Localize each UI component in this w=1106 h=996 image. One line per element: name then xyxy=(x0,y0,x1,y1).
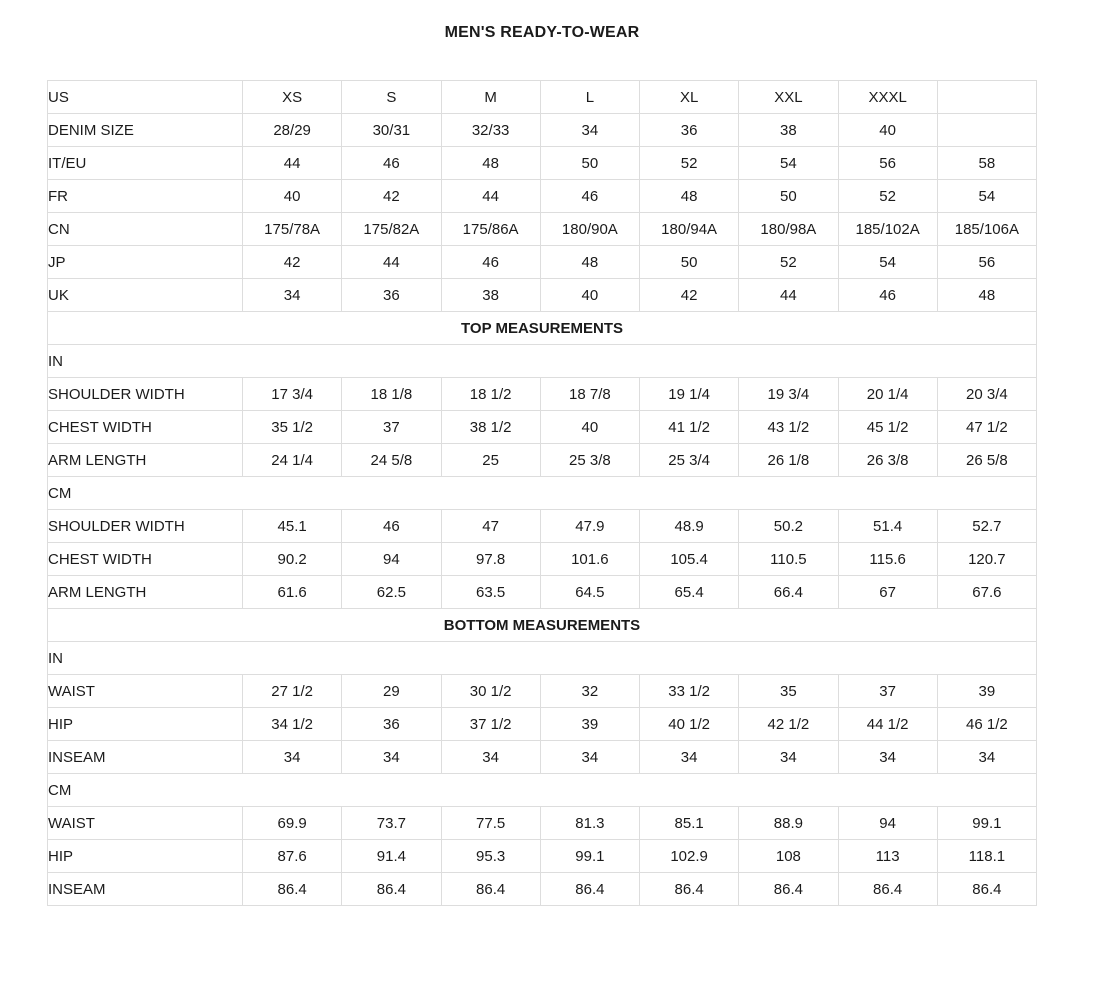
size-cell: 50.2 xyxy=(739,510,838,543)
table-row xyxy=(48,576,1037,609)
size-cell: 24 1/4 xyxy=(243,444,342,477)
size-cell: 50 xyxy=(540,147,639,180)
size-cell: 35 xyxy=(739,675,838,708)
size-cell: 54 xyxy=(838,246,937,279)
size-cell: 47 1/2 xyxy=(937,411,1036,444)
table-row xyxy=(48,114,1037,147)
size-cell: 44 1/2 xyxy=(838,708,937,741)
size-cell: 69.9 xyxy=(243,807,342,840)
size-cell: 24 5/8 xyxy=(342,444,441,477)
table-row xyxy=(48,81,1037,114)
size-cell: 62.5 xyxy=(342,576,441,609)
row-label: HIP xyxy=(48,708,243,741)
size-cell: 34 xyxy=(441,741,540,774)
unit-row xyxy=(48,477,1037,510)
size-cell: 42 1/2 xyxy=(739,708,838,741)
size-cell: 46 xyxy=(540,180,639,213)
size-cell: 63.5 xyxy=(441,576,540,609)
unit-label: IN xyxy=(48,642,1037,675)
table-row xyxy=(48,246,1037,279)
size-cell: 36 xyxy=(342,279,441,312)
size-cell: 120.7 xyxy=(937,543,1036,576)
row-label: FR xyxy=(48,180,243,213)
size-cell: 44 xyxy=(441,180,540,213)
size-cell: 34 xyxy=(937,741,1036,774)
row-label: CHEST WIDTH xyxy=(48,411,243,444)
size-cell: 38 1/2 xyxy=(441,411,540,444)
size-cell: XXL xyxy=(739,81,838,114)
row-label: IT/EU xyxy=(48,147,243,180)
size-cell: 25 3/4 xyxy=(640,444,739,477)
row-label: CN xyxy=(48,213,243,246)
size-cell: 20 3/4 xyxy=(937,378,1036,411)
size-cell: 40 xyxy=(243,180,342,213)
size-cell: 37 1/2 xyxy=(441,708,540,741)
row-label: HIP xyxy=(48,840,243,873)
size-cell: 34 xyxy=(838,741,937,774)
size-cell: 67.6 xyxy=(937,576,1036,609)
table-row xyxy=(48,741,1037,774)
size-cell: 17 3/4 xyxy=(243,378,342,411)
size-cell: 108 xyxy=(739,840,838,873)
size-cell: 34 xyxy=(342,741,441,774)
size-cell: 48 xyxy=(640,180,739,213)
size-cell: 86.4 xyxy=(243,873,342,906)
size-cell: 25 xyxy=(441,444,540,477)
size-cell: 73.7 xyxy=(342,807,441,840)
size-cell: 33 1/2 xyxy=(640,675,739,708)
size-cell: 185/106A xyxy=(937,213,1036,246)
table-row xyxy=(48,279,1037,312)
size-cell: 36 xyxy=(640,114,739,147)
size-cell: 46 xyxy=(342,147,441,180)
size-cell: 47 xyxy=(441,510,540,543)
size-cell: 118.1 xyxy=(937,840,1036,873)
size-cell: 37 xyxy=(838,675,937,708)
unit-label: IN xyxy=(48,345,1037,378)
size-cell: 38 xyxy=(441,279,540,312)
size-cell: 86.4 xyxy=(640,873,739,906)
size-cell: 38 xyxy=(739,114,838,147)
size-cell: 67 xyxy=(838,576,937,609)
size-cell: 40 xyxy=(540,279,639,312)
size-cell: 48 xyxy=(937,279,1036,312)
size-cell: 27 1/2 xyxy=(243,675,342,708)
unit-label: CM xyxy=(48,477,1037,510)
size-cell: 26 3/8 xyxy=(838,444,937,477)
size-cell: 34 1/2 xyxy=(243,708,342,741)
size-cell: 44 xyxy=(739,279,838,312)
table-row xyxy=(48,675,1037,708)
size-cell: 52.7 xyxy=(937,510,1036,543)
size-cell: 52 xyxy=(838,180,937,213)
row-label: DENIM SIZE xyxy=(48,114,243,147)
size-cell: 56 xyxy=(838,147,937,180)
size-cell: 20 1/4 xyxy=(838,378,937,411)
size-cell: 28/29 xyxy=(243,114,342,147)
row-label: JP xyxy=(48,246,243,279)
size-cell: 25 3/8 xyxy=(540,444,639,477)
size-cell: 175/78A xyxy=(243,213,342,246)
table-row xyxy=(48,873,1037,906)
size-guide-page xyxy=(47,24,1037,906)
size-cell: 52 xyxy=(739,246,838,279)
size-cell: 54 xyxy=(739,147,838,180)
unit-label: CM xyxy=(48,774,1037,807)
table-row xyxy=(48,510,1037,543)
size-cell: 47.9 xyxy=(540,510,639,543)
size-cell: 86.4 xyxy=(441,873,540,906)
table-row xyxy=(48,807,1037,840)
section-header: BOTTOM MEASUREMENTS xyxy=(48,609,1037,642)
size-cell: 64.5 xyxy=(540,576,639,609)
size-cell: 18 1/2 xyxy=(441,378,540,411)
size-cell: 180/98A xyxy=(739,213,838,246)
size-cell: 99.1 xyxy=(540,840,639,873)
size-cell: 50 xyxy=(640,246,739,279)
size-cell: 44 xyxy=(243,147,342,180)
row-label: ARM LENGTH xyxy=(48,576,243,609)
size-cell xyxy=(937,81,1036,114)
size-cell: L xyxy=(540,81,639,114)
size-cell: 65.4 xyxy=(640,576,739,609)
page-title: MEN'S READY-TO-WEAR xyxy=(444,24,640,41)
size-cell: 44 xyxy=(342,246,441,279)
size-cell: 77.5 xyxy=(441,807,540,840)
size-cell: M xyxy=(441,81,540,114)
size-cell: 26 5/8 xyxy=(937,444,1036,477)
size-cell: 46 1/2 xyxy=(937,708,1036,741)
row-label: INSEAM xyxy=(48,873,243,906)
size-cell: 86.4 xyxy=(937,873,1036,906)
size-cell: 58 xyxy=(937,147,1036,180)
size-cell: 45 1/2 xyxy=(838,411,937,444)
size-cell: 54 xyxy=(937,180,1036,213)
size-cell: 32/33 xyxy=(441,114,540,147)
size-cell: 43 1/2 xyxy=(739,411,838,444)
size-cell: 86.4 xyxy=(540,873,639,906)
row-label: CHEST WIDTH xyxy=(48,543,243,576)
size-cell: 39 xyxy=(540,708,639,741)
size-cell: 18 7/8 xyxy=(540,378,639,411)
size-cell: 34 xyxy=(540,741,639,774)
size-cell: 19 3/4 xyxy=(739,378,838,411)
size-cell: 19 1/4 xyxy=(640,378,739,411)
size-cell: 105.4 xyxy=(640,543,739,576)
size-cell: 34 xyxy=(640,741,739,774)
row-label: SHOULDER WIDTH xyxy=(48,510,243,543)
size-cell: 42 xyxy=(243,246,342,279)
size-cell: 97.8 xyxy=(441,543,540,576)
size-cell: 110.5 xyxy=(739,543,838,576)
table-row xyxy=(48,411,1037,444)
row-label: UK xyxy=(48,279,243,312)
size-cell: 35 1/2 xyxy=(243,411,342,444)
table-row xyxy=(48,543,1037,576)
size-cell: 51.4 xyxy=(838,510,937,543)
table-row xyxy=(48,180,1037,213)
size-cell: 99.1 xyxy=(937,807,1036,840)
size-cell: S xyxy=(342,81,441,114)
size-cell: 29 xyxy=(342,675,441,708)
table-row xyxy=(48,147,1037,180)
size-cell: 34 xyxy=(540,114,639,147)
size-cell: 180/94A xyxy=(640,213,739,246)
size-cell: 85.1 xyxy=(640,807,739,840)
table-row xyxy=(48,444,1037,477)
row-label: WAIST xyxy=(48,675,243,708)
size-cell: 50 xyxy=(739,180,838,213)
size-cell xyxy=(937,114,1036,147)
size-cell: 102.9 xyxy=(640,840,739,873)
size-cell: 185/102A xyxy=(838,213,937,246)
size-cell: 81.3 xyxy=(540,807,639,840)
size-cell: 180/90A xyxy=(540,213,639,246)
size-cell: 40 1/2 xyxy=(640,708,739,741)
row-label: US xyxy=(48,81,243,114)
size-cell: 26 1/8 xyxy=(739,444,838,477)
size-cell: 37 xyxy=(342,411,441,444)
size-cell: 46 xyxy=(342,510,441,543)
row-label: ARM LENGTH xyxy=(48,444,243,477)
size-cell: 52 xyxy=(640,147,739,180)
size-cell: 48 xyxy=(441,147,540,180)
row-label: SHOULDER WIDTH xyxy=(48,378,243,411)
size-cell: 42 xyxy=(640,279,739,312)
size-cell: 88.9 xyxy=(739,807,838,840)
size-cell: 61.6 xyxy=(243,576,342,609)
size-cell: 101.6 xyxy=(540,543,639,576)
size-cell: 41 1/2 xyxy=(640,411,739,444)
size-cell: 56 xyxy=(937,246,1036,279)
size-cell: 94 xyxy=(342,543,441,576)
size-cell: 91.4 xyxy=(342,840,441,873)
size-cell: 42 xyxy=(342,180,441,213)
size-chart-body xyxy=(48,81,1037,906)
size-cell: 34 xyxy=(243,741,342,774)
section-header: TOP MEASUREMENTS xyxy=(48,312,1037,345)
size-cell: 86.4 xyxy=(342,873,441,906)
size-cell: 175/86A xyxy=(441,213,540,246)
table-row xyxy=(48,213,1037,246)
size-cell: 48.9 xyxy=(640,510,739,543)
unit-row xyxy=(48,345,1037,378)
size-cell: 86.4 xyxy=(739,873,838,906)
size-cell: 95.3 xyxy=(441,840,540,873)
unit-row xyxy=(48,774,1037,807)
size-cell: 45.1 xyxy=(243,510,342,543)
size-cell: 34 xyxy=(243,279,342,312)
section-header-row xyxy=(48,312,1037,345)
table-row xyxy=(48,378,1037,411)
size-cell: XL xyxy=(640,81,739,114)
size-cell: 36 xyxy=(342,708,441,741)
size-cell: 46 xyxy=(838,279,937,312)
size-cell: 113 xyxy=(838,840,937,873)
size-cell: 32 xyxy=(540,675,639,708)
size-cell: 46 xyxy=(441,246,540,279)
row-label: INSEAM xyxy=(48,741,243,774)
size-cell: 86.4 xyxy=(838,873,937,906)
size-cell: 40 xyxy=(838,114,937,147)
size-cell: 30/31 xyxy=(342,114,441,147)
size-cell: XXXL xyxy=(838,81,937,114)
unit-row xyxy=(48,642,1037,675)
size-cell: XS xyxy=(243,81,342,114)
size-cell: 30 1/2 xyxy=(441,675,540,708)
size-cell: 87.6 xyxy=(243,840,342,873)
table-row xyxy=(48,708,1037,741)
size-chart-table xyxy=(47,80,1037,906)
size-cell: 115.6 xyxy=(838,543,937,576)
section-header-row xyxy=(48,609,1037,642)
size-cell: 94 xyxy=(838,807,937,840)
table-row xyxy=(48,840,1037,873)
size-cell: 18 1/8 xyxy=(342,378,441,411)
row-label: WAIST xyxy=(48,807,243,840)
size-cell: 39 xyxy=(937,675,1036,708)
size-cell: 34 xyxy=(739,741,838,774)
size-cell: 40 xyxy=(540,411,639,444)
size-cell: 90.2 xyxy=(243,543,342,576)
size-cell: 175/82A xyxy=(342,213,441,246)
size-cell: 66.4 xyxy=(739,576,838,609)
size-cell: 48 xyxy=(540,246,639,279)
